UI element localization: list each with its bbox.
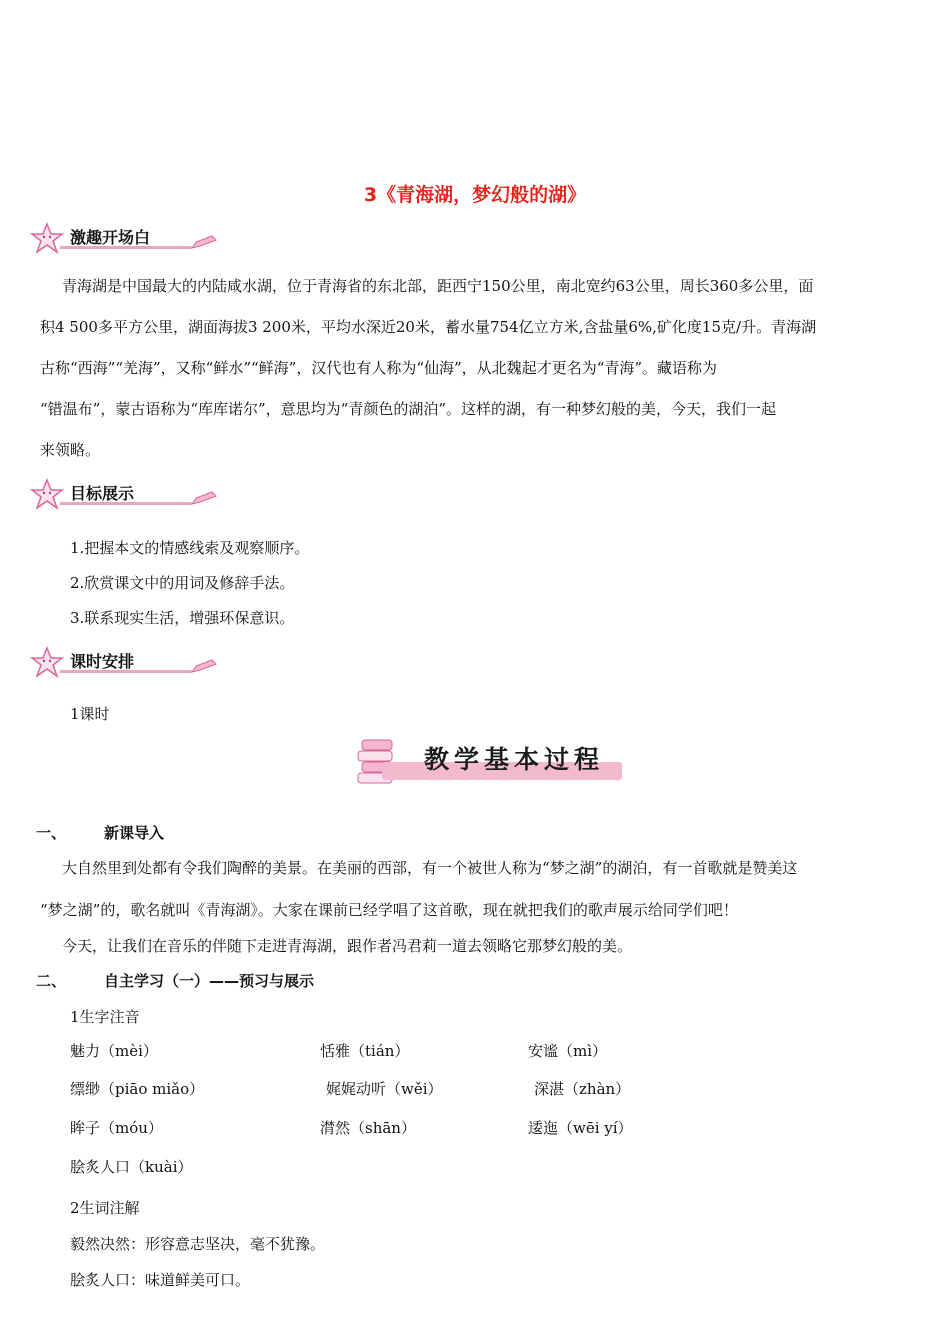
pinyin-item: 深湛（zhàn） [534,1080,631,1098]
pen-icon [190,234,218,250]
part1-number: 一、 [36,824,67,842]
banner-title: 教学基本过程 [424,745,605,774]
pinyin-item: 眸子（móu） [70,1119,163,1137]
section-label: 激趣开场白 [70,228,151,247]
pinyin-item: 安谧（mì） [528,1042,608,1060]
part2-heading: 自主学习（一）——预习与展示 [104,972,315,990]
pinyin-item: 脍炙人口（kuài） [70,1158,193,1176]
intro-line: 来领略。 [40,441,101,459]
star-icon [30,478,64,510]
goal-item: 2.欣赏课文中的用词及修辞手法。 [70,574,295,592]
part1-line: “梦之湖”的，歌名就叫《青海湖》。大家在课前已经学唱了这首歌，现在就把我们的歌声展示给同学们吧！ [40,901,738,919]
section-label: 目标展示 [70,484,135,503]
pinyin-item: 缥缈（piāo miǎo） [70,1080,205,1098]
pinyin-item: 娓娓动听（wěi） [326,1080,443,1098]
pinyin-item: 恬雅（tián） [320,1042,410,1060]
process-banner [352,734,624,790]
section-label: 课时安排 [70,652,135,671]
goal-item: 3.联系现实生活，增强环保意识。 [70,609,295,627]
intro-paragraph [40,266,912,471]
schedule-text: 1课时 [70,705,110,723]
intro-line: 积4 500多平方公里，湖面海拔3 200米，平均水深近20米，蓄水量754亿立方米,含盐量6%,矿化度15克/升。青海湖 [40,318,817,336]
star-icon [30,646,64,678]
part1-line: 今天，让我们在音乐的伴随下走进青海湖，跟作者冯君莉一道去领略它那梦幻般的美。 [62,937,633,955]
pinyin-item: 潸然（shān） [320,1119,416,1137]
page-title: 3《青海湖，梦幻般的湖》 [363,184,587,206]
pinyin-item: 魅力（mèi） [70,1042,158,1060]
star-icon [30,222,64,254]
pinyin-item: 逶迤（wēi yí） [528,1119,633,1137]
section-header-goals [30,478,200,510]
glossary-item: 脍炙人口：味道鲜美可口。 [70,1271,251,1289]
glossary-item: 毅然决然：形容意志坚决，毫不犹豫。 [70,1235,326,1253]
section-header-intro [30,222,200,254]
part1-line: 大自然里到处都有令我们陶醉的美景。在美丽的西部，有一个被世人称为“梦之湖”的湖泊，有一首歌就是赞美这 [62,859,798,877]
pen-icon [190,490,218,506]
part2-subheading: 1生字注音 [70,1008,140,1026]
part2-number: 二、 [36,972,67,990]
part2-subheading: 2生词注解 [70,1199,140,1217]
intro-line: 古称“西海”“羌海”，又称“鲜水”“鲜海”，汉代也有人称为“仙海”，从北魏起才更名为“青海”。藏语称为 [40,359,718,377]
intro-line: 青海湖是中国最大的内陆咸水湖，位于青海省的东北部，距西宁150公里，南北宽约63公里，周长360多公里，面 [62,277,814,295]
part1-heading: 新课导入 [104,824,165,842]
pen-icon [190,658,218,674]
goal-item: 1.把握本文的情感线索及观察顺序。 [70,539,310,557]
section-header-schedule [30,646,200,678]
intro-line: “错温布”，蒙古语称为“库库诺尔”，意思均为“青颜色的湖泊”。这样的湖，有一种梦幻般的美，今天，我们一起 [40,400,777,418]
